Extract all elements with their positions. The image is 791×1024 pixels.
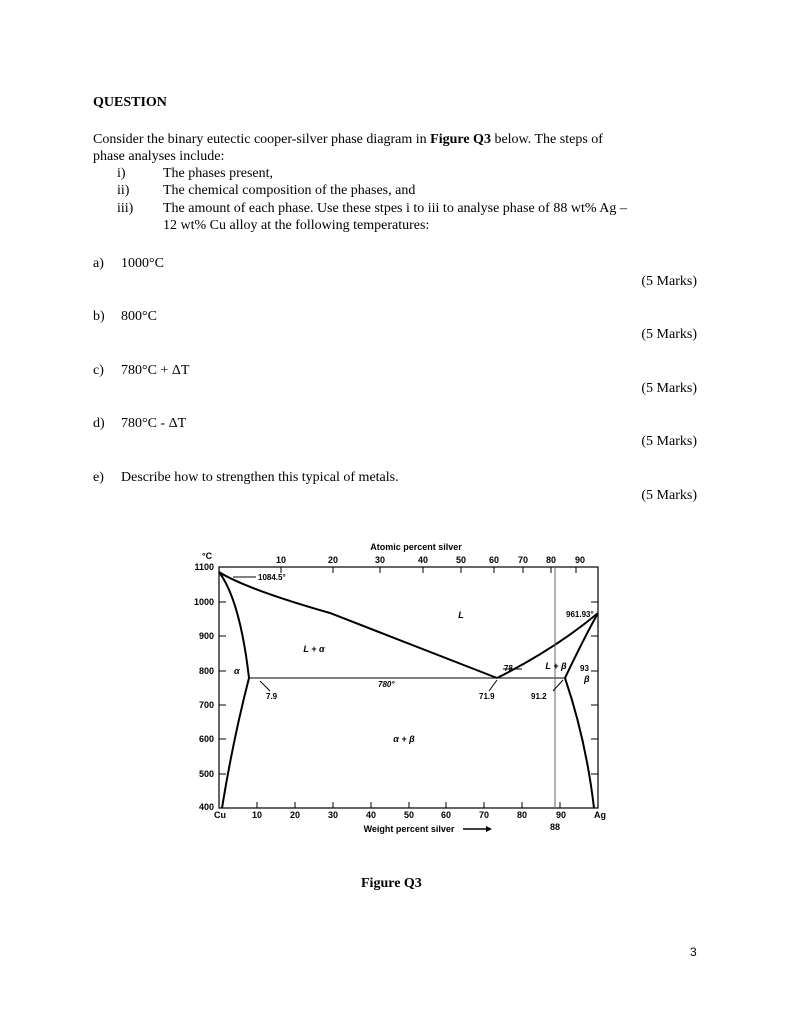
annotation-93: 93 (580, 664, 589, 673)
annotation-leader (489, 680, 497, 691)
question-c-label: c) (93, 363, 104, 378)
top-tick-label: 60 (488, 555, 500, 565)
top-tick-label: 20 (327, 555, 339, 565)
annotation-cu-melting: 1084.5° (258, 573, 286, 582)
question-a-label: a) (93, 256, 104, 271)
y-tick-label: 400 (198, 802, 214, 812)
liquidus-cu-side (219, 572, 497, 678)
top-tick-label: 10 (275, 555, 287, 565)
x-axis-title: Weight percent silver (363, 824, 455, 834)
step-num-2: ii) (117, 183, 130, 198)
intro-text-b: below. The steps of (490, 132, 603, 147)
question-heading: QUESTION (93, 95, 167, 110)
top-axis (276, 542, 585, 573)
phase-label-alpha: α (234, 666, 240, 676)
top-tick-label: 70 (517, 555, 529, 565)
question-e-text: Describe how to strengthen this typical of metals. (121, 470, 399, 485)
step-text-3-cont: 12 wt% Cu alloy at the following temperatures: (163, 218, 430, 233)
x-tick-label: 90 (555, 810, 567, 820)
top-tick-label: 50 (455, 555, 467, 565)
x-end-label-cu: Cu (214, 810, 226, 820)
top-tick-label: 40 (417, 555, 429, 565)
step-text-1: The phases present, (163, 166, 274, 181)
phase-label-beta: β (584, 674, 590, 684)
step-num-1: i) (117, 166, 126, 181)
question-d-label: d) (93, 416, 105, 431)
intro-line-2: phase analyses include: (93, 149, 225, 164)
x-axis-arrow-head (486, 826, 492, 832)
annotation-78: 78 (504, 664, 513, 673)
annotation-alpha-max: 7.9 (266, 692, 278, 701)
x-tick-label: 50 (403, 810, 415, 820)
top-tick-label: 80 (545, 555, 557, 565)
figure-caption: Figure Q3 (361, 876, 422, 891)
annotation-beta-max: 91.2 (531, 692, 547, 701)
annotation-eutectic-comp: 71.9 (479, 692, 495, 701)
solidus-alpha (219, 572, 249, 678)
phase-label-liquid: L (458, 610, 464, 620)
y-axis-unit: °C (202, 551, 213, 561)
y-tick-label: 900 (198, 631, 214, 641)
solvus-beta (565, 678, 594, 808)
question-c-marks: (5 Marks) (641, 381, 697, 396)
x-tick-label: 60 (440, 810, 452, 820)
y-tick-label: 600 (198, 734, 214, 744)
question-c-text: 780°C + ΔT (121, 363, 190, 378)
question-a-marks: (5 Marks) (641, 274, 697, 289)
question-b-text: 800°C (121, 309, 157, 324)
solvus-alpha (222, 678, 249, 808)
y-tick-label: 500 (198, 769, 214, 779)
top-tick-label: 30 (374, 555, 386, 565)
question-e-label: e) (93, 470, 104, 485)
alloy-88-label: 88 (549, 822, 561, 832)
figure-reference: Figure Q3 (430, 132, 491, 147)
top-tick-label: 90 (574, 555, 586, 565)
x-tick-label: 30 (327, 810, 339, 820)
y-tick-label: 1000 (193, 597, 214, 607)
top-axis-title: Atomic percent silver (370, 542, 462, 552)
question-d-marks: (5 Marks) (641, 434, 697, 449)
x-tick-label: 20 (289, 810, 301, 820)
y-tick-label: 1100 (194, 562, 214, 572)
y-tick-label: 800 (198, 666, 214, 676)
step-text-2: The chemical composition of the phases, and (163, 183, 416, 198)
phase-label-l-alpha: L + α (303, 644, 325, 654)
x-axis (214, 802, 606, 834)
x-tick-label: 80 (516, 810, 528, 820)
annotation-eutectic-temp: 780° (378, 680, 395, 689)
annotation-leader (260, 681, 270, 691)
phase-label-alpha-beta: α + β (393, 734, 415, 744)
x-tick-label: 70 (478, 810, 490, 820)
question-a-text: 1000°C (121, 256, 164, 271)
plot-frame (219, 567, 598, 808)
x-tick-label: 10 (251, 810, 263, 820)
phase-label-l-beta: L + β (545, 661, 567, 671)
question-b-marks: (5 Marks) (641, 327, 697, 342)
step-text-3: The amount of each phase. Use these stpes i to iii to analyse phase of 88 wt% Ag – (163, 201, 627, 216)
y-tick-label: 700 (198, 700, 214, 710)
x-end-label-ag: Ag (594, 810, 606, 820)
x-tick-label: 40 (365, 810, 377, 820)
question-d-text: 780°C - ΔT (121, 416, 187, 431)
intro-text-a: Consider the binary eutectic cooper-silver phase diagram in (93, 132, 431, 147)
question-b-label: b) (93, 309, 105, 324)
question-e-marks: (5 Marks) (641, 488, 697, 503)
y-axis (194, 551, 598, 812)
annotation-ag-melting: 961.93° (566, 610, 594, 619)
step-num-3: iii) (117, 201, 134, 216)
page-number: 3 (690, 945, 697, 959)
